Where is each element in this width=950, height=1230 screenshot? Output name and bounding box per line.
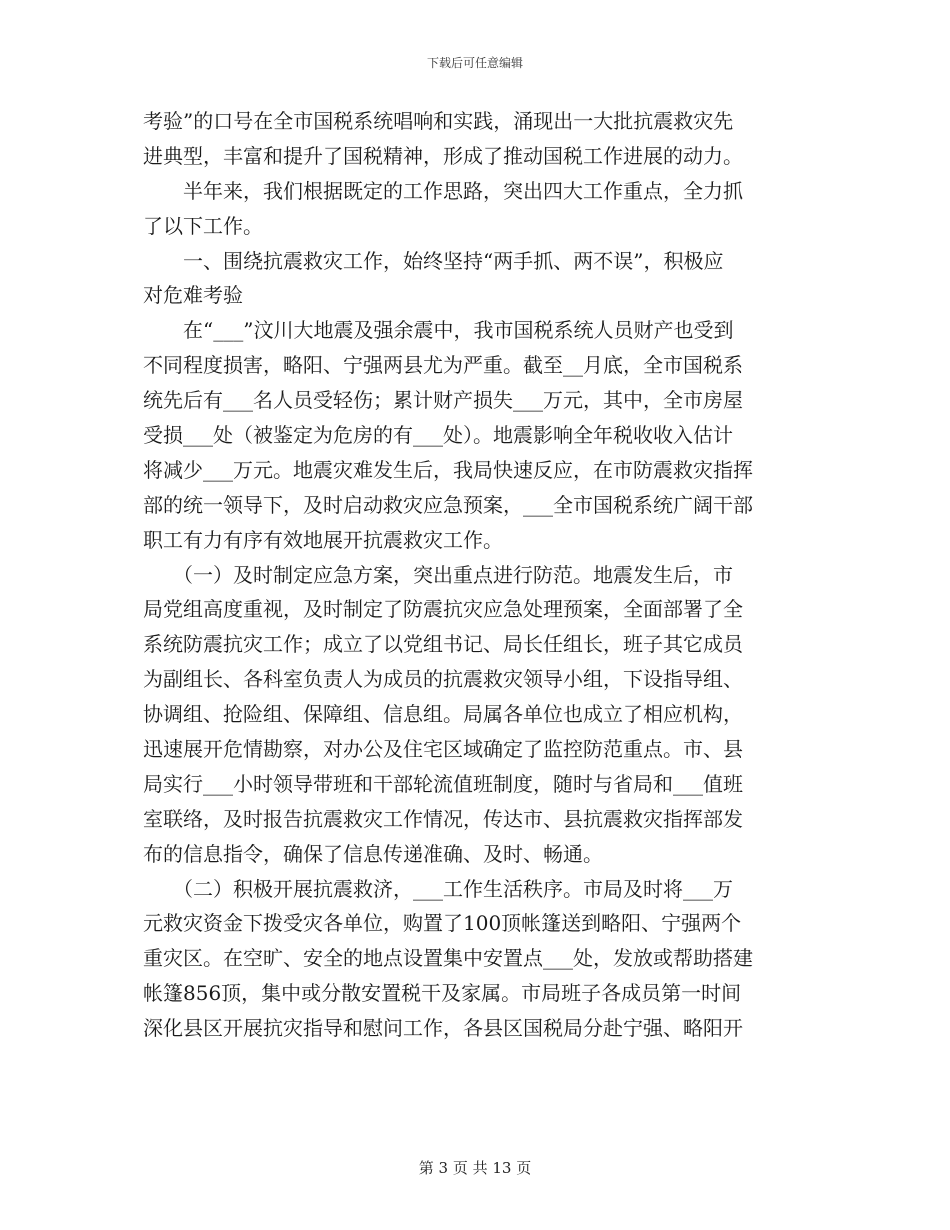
text-line: 不同程度损害，略阳、宁强两县尤为严重。截至__月底，全市国税系: [143, 353, 743, 378]
text-line: 在“___”汶川大地震及强余震中，我市国税系统人员财产也受到: [143, 318, 734, 343]
text-line: 半年来，我们根据既定的工作思路，突出四大工作重点，全力抓: [143, 178, 743, 203]
text-line: 局实行___小时领导带班和干部轮流值班制度，随时与省局和___值班: [143, 771, 743, 796]
text-line: 受损___处（被鉴定为危房的有___处）。地震影响全年税收收入估计: [143, 423, 733, 448]
text-line: 进典型，丰富和提升了国税精神，形成了推动国税工作进展的动力。: [143, 143, 743, 168]
text-line: 部的统一领导下，及时启动救灾应急预案，___全市国税系统广阔干部: [143, 492, 753, 517]
text-line: 重灾区。在空旷、安全的地点设置集中安置点___处，发放或帮助搭建: [143, 946, 753, 971]
text-line: 职工有力有序有效地展开抗震救灾工作。: [143, 527, 503, 552]
text-line: 一、围绕抗震救灾工作，始终坚持“两手抓、两不误”，积极应: [143, 248, 724, 273]
body-text: [143, 104, 807, 1046]
text-line: 对危难考验: [143, 283, 243, 308]
text-line: 了以下工作。: [143, 213, 263, 238]
text-line: 将减少___万元。地震灾难发生后，我局快速反应，在市防震救灾指挥: [143, 457, 753, 482]
page-header: 下载后可任意编辑: [426, 56, 523, 70]
text-line: 深化县区开展抗灾指导和慰问工作，各县区国税局分赴宁强、略阳开: [143, 1016, 743, 1041]
text-line: 为副组长、各科室负责人为成员的抗震救灾领导小组，下设指导组、: [143, 667, 743, 692]
text-line: 帐篷856顶，集中或分散安置税干及家属。市局班子各成员第一时间: [143, 981, 742, 1006]
text-line: 迅速展开危情勘察，对办公及住宅区域确定了监控防范重点。市、县: [143, 737, 743, 762]
text-line: 系统防震抗灾工作；成立了以党组书记、局长任组长，班子其它成员: [143, 632, 743, 657]
text-line: 局党组高度重视，及时制定了防震抗灾应急处理预案，全面部署了全: [143, 597, 743, 622]
text-line: 考验”的口号在全市国税系统唱响和实践，涌现出一大批抗震救灾先: [143, 109, 734, 133]
text-line: 元救灾资金下拨受灾各单位，购置了100顶帐篷送到略阳、宁强两个: [143, 911, 742, 936]
text-line: 室联络，及时报告抗震救灾工作情况，传达市、县抗震救灾指挥部发: [143, 806, 743, 831]
text-line: 布的信息指令，确保了信息传递准确、及时、畅通。: [143, 841, 603, 866]
text-line: （一）及时制定应急方案，突出重点进行防范。地震发生后，市: [143, 562, 733, 587]
text-line: 统先后有___名人员受轻伤；累计财产损失___万元，其中，全市房屋: [143, 388, 743, 413]
page-number: 第 3 页 共 13 页: [418, 1159, 532, 1177]
text-line: （二）积极开展抗震救济，___工作生活秩序。市局及时将___万: [143, 876, 733, 901]
text-line: 协调组、抢险组、保障组、信息组。局属各单位也成立了相应机构，: [143, 702, 743, 727]
